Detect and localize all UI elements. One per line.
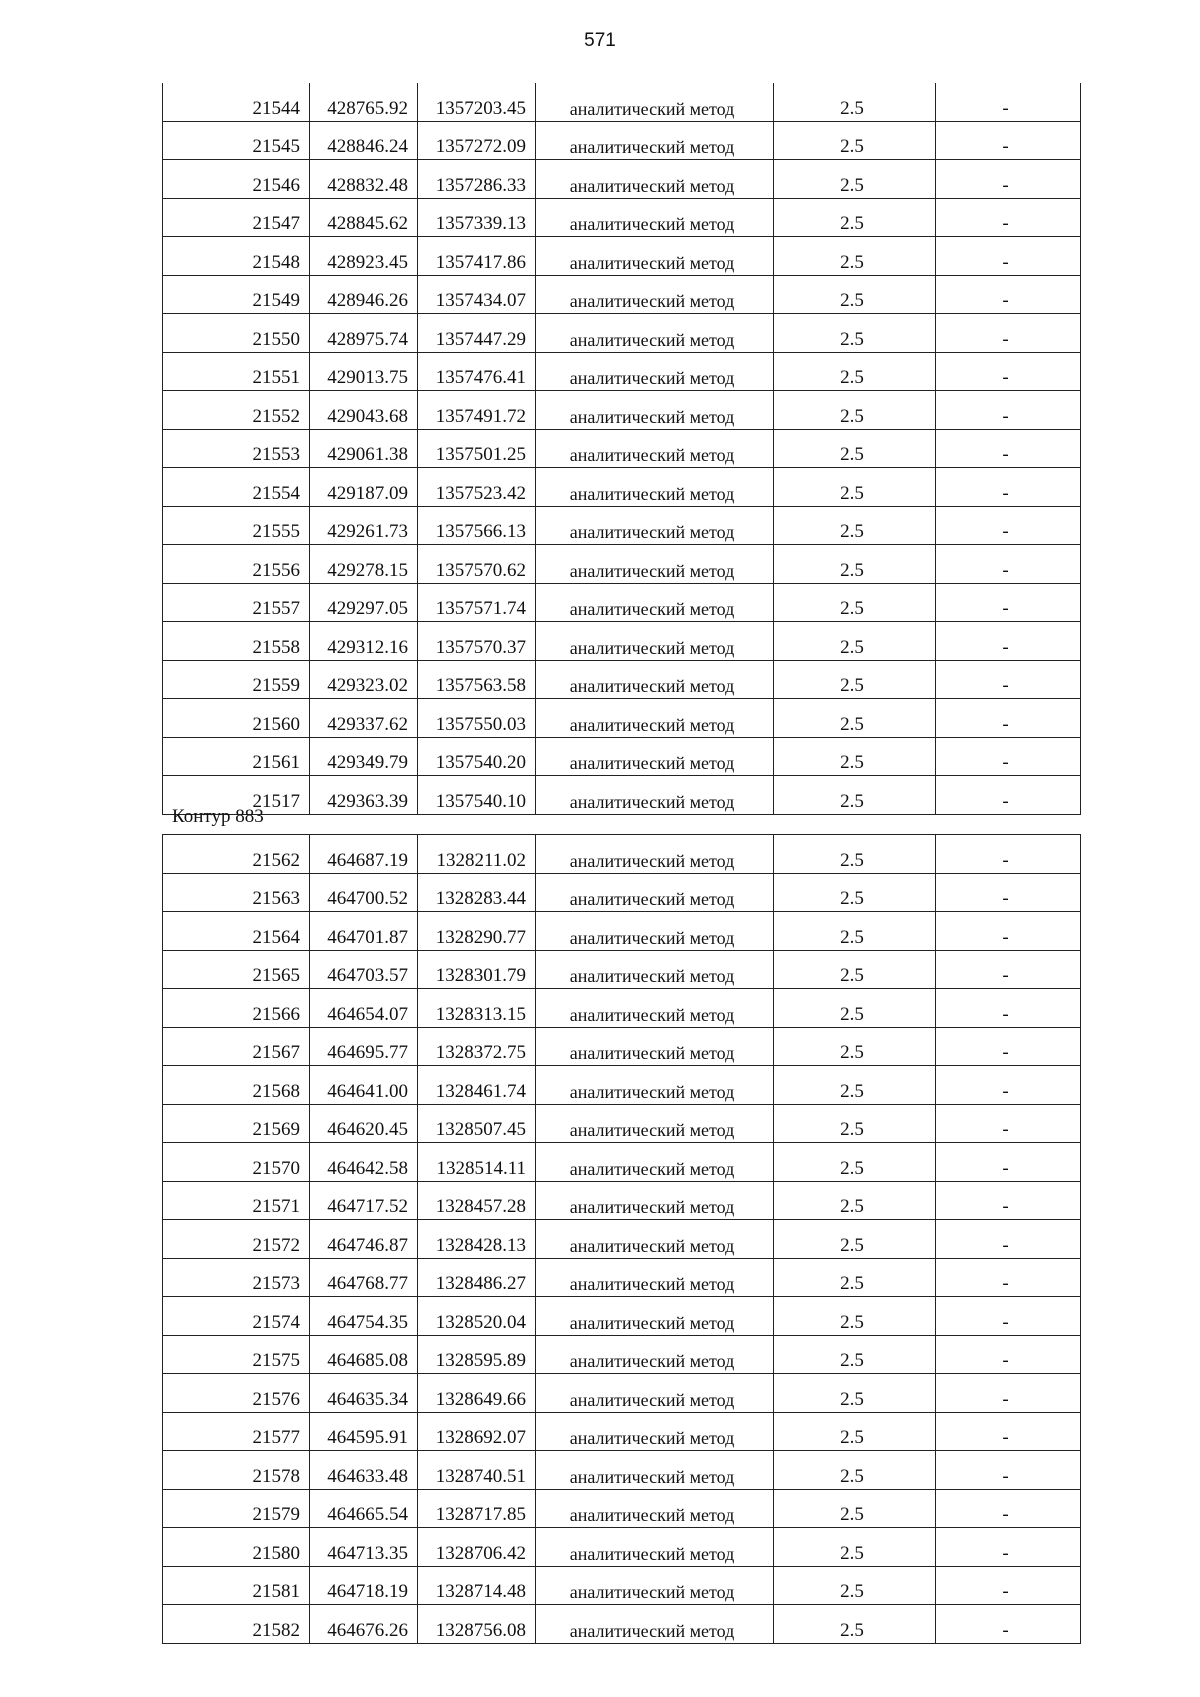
x-coordinate-cell: 464633.48 [310,1451,418,1490]
x-coordinate-cell: 464701.87 [310,912,418,951]
y-coordinate-cell: 1357339.13 [418,198,536,237]
note-cell: - [936,1258,1081,1297]
table-row [163,198,1081,237]
point-number-cell: 21579 [163,1489,310,1528]
point-number-cell: 21578 [163,1451,310,1490]
y-coordinate-cell: 1328595.89 [418,1335,536,1374]
x-coordinate-cell: 464703.57 [310,950,418,989]
x-coordinate-cell: 429337.62 [310,699,418,738]
note-cell: - [936,545,1081,584]
method-cell: аналитический метод [536,1181,774,1220]
method-cell: аналитический метод [536,989,774,1028]
table-row [163,873,1081,912]
table-body [163,83,1081,814]
table-row [163,1066,1081,1105]
method-cell: аналитический метод [536,275,774,314]
note-cell: - [936,989,1081,1028]
accuracy-cell: 2.5 [774,429,936,468]
accuracy-cell: 2.5 [774,1412,936,1451]
table-row [163,1566,1081,1605]
x-coordinate-cell: 428845.62 [310,198,418,237]
x-coordinate-cell: 464768.77 [310,1258,418,1297]
method-cell: аналитический метод [536,912,774,951]
accuracy-cell: 2.5 [774,121,936,160]
method-cell: аналитический метод [536,737,774,776]
accuracy-cell: 2.5 [774,352,936,391]
method-cell: аналитический метод [536,583,774,622]
accuracy-cell: 2.5 [774,314,936,353]
note-cell: - [936,198,1081,237]
point-number-cell: 21547 [163,198,310,237]
accuracy-cell: 2.5 [774,1258,936,1297]
accuracy-cell: 2.5 [774,950,936,989]
accuracy-cell: 2.5 [774,737,936,776]
point-number-cell: 21517 [163,776,310,815]
table-row [163,352,1081,391]
note-cell: - [936,873,1081,912]
x-coordinate-cell: 464717.52 [310,1181,418,1220]
method-cell: аналитический метод [536,429,774,468]
table-row [163,1528,1081,1567]
table-body [163,835,1081,1644]
y-coordinate-cell: 1357540.10 [418,776,536,815]
page-number: 571 [584,30,616,51]
note-cell: - [936,1605,1081,1644]
y-coordinate-cell: 1357491.72 [418,391,536,430]
coordinates-table-2 [162,834,1081,1644]
x-coordinate-cell: 429297.05 [310,583,418,622]
note-cell: - [936,275,1081,314]
y-coordinate-cell: 1328520.04 [418,1297,536,1336]
accuracy-cell: 2.5 [774,1181,936,1220]
method-cell: аналитический метод [536,776,774,815]
accuracy-cell: 2.5 [774,160,936,199]
y-coordinate-cell: 1328514.11 [418,1143,536,1182]
point-number-cell: 21573 [163,1258,310,1297]
accuracy-cell: 2.5 [774,835,936,874]
method-cell: аналитический метод [536,121,774,160]
point-number-cell: 21549 [163,275,310,314]
point-number-cell: 21569 [163,1104,310,1143]
note-cell: - [936,121,1081,160]
note-cell: - [936,1181,1081,1220]
table-row [163,1335,1081,1374]
point-number-cell: 21576 [163,1374,310,1413]
point-number-cell: 21561 [163,737,310,776]
note-cell: - [936,660,1081,699]
contour-label: Контур 883 [172,806,264,827]
accuracy-cell: 2.5 [774,1297,936,1336]
x-coordinate-cell: 428946.26 [310,275,418,314]
x-coordinate-cell: 428975.74 [310,314,418,353]
point-number-cell: 21555 [163,506,310,545]
y-coordinate-cell: 1328706.42 [418,1528,536,1567]
table-row [163,160,1081,199]
y-coordinate-cell: 1328756.08 [418,1605,536,1644]
x-coordinate-cell: 464695.77 [310,1027,418,1066]
method-cell: аналитический метод [536,1027,774,1066]
x-coordinate-cell: 429349.79 [310,737,418,776]
method-cell: аналитический метод [536,1528,774,1567]
point-number-cell: 21554 [163,468,310,507]
note-cell: - [936,912,1081,951]
y-coordinate-cell: 1328507.45 [418,1104,536,1143]
note-cell: - [936,622,1081,661]
table-row [163,121,1081,160]
y-coordinate-cell: 1328211.02 [418,835,536,874]
table-row [163,1451,1081,1490]
x-coordinate-cell: 464642.58 [310,1143,418,1182]
y-coordinate-cell: 1328283.44 [418,873,536,912]
note-cell: - [936,237,1081,276]
method-cell: аналитический метод [536,237,774,276]
method-cell: аналитический метод [536,1143,774,1182]
x-coordinate-cell: 464687.19 [310,835,418,874]
accuracy-cell: 2.5 [774,660,936,699]
note-cell: - [936,429,1081,468]
table-row [163,1605,1081,1644]
point-number-cell: 21551 [163,352,310,391]
note-cell: - [936,835,1081,874]
method-cell: аналитический метод [536,1104,774,1143]
table-row [163,314,1081,353]
point-number-cell: 21580 [163,1528,310,1567]
method-cell: аналитический метод [536,545,774,584]
method-cell: аналитический метод [536,622,774,661]
x-coordinate-cell: 464700.52 [310,873,418,912]
x-coordinate-cell: 464746.87 [310,1220,418,1259]
point-number-cell: 21546 [163,160,310,199]
accuracy-cell: 2.5 [774,583,936,622]
method-cell: аналитический метод [536,699,774,738]
table-row [163,737,1081,776]
table-row [163,1297,1081,1336]
y-coordinate-cell: 1357540.20 [418,737,536,776]
y-coordinate-cell: 1328301.79 [418,950,536,989]
table-row [163,989,1081,1028]
point-number-cell: 21559 [163,660,310,699]
method-cell: аналитический метод [536,873,774,912]
point-number-cell: 21567 [163,1027,310,1066]
x-coordinate-cell: 464713.35 [310,1528,418,1567]
x-coordinate-cell: 429013.75 [310,352,418,391]
note-cell: - [936,506,1081,545]
table-row [163,1143,1081,1182]
accuracy-cell: 2.5 [774,506,936,545]
y-coordinate-cell: 1357550.03 [418,699,536,738]
y-coordinate-cell: 1328457.28 [418,1181,536,1220]
y-coordinate-cell: 1328714.48 [418,1566,536,1605]
table-row [163,275,1081,314]
method-cell: аналитический метод [536,1297,774,1336]
x-coordinate-cell: 464641.00 [310,1066,418,1105]
note-cell: - [936,737,1081,776]
table-row [163,83,1081,121]
point-number-cell: 21545 [163,121,310,160]
method-cell: аналитический метод [536,391,774,430]
accuracy-cell: 2.5 [774,275,936,314]
note-cell: - [936,391,1081,430]
coordinates-table-1 [162,83,1081,815]
y-coordinate-cell: 1357286.33 [418,160,536,199]
table-row [163,835,1081,874]
method-cell: аналитический метод [536,660,774,699]
accuracy-cell: 2.5 [774,1605,936,1644]
table-row [163,622,1081,661]
table-row [163,391,1081,430]
x-coordinate-cell: 428765.92 [310,83,418,121]
y-coordinate-cell: 1357447.29 [418,314,536,353]
note-cell: - [936,160,1081,199]
point-number-cell: 21553 [163,429,310,468]
note-cell: - [936,1143,1081,1182]
x-coordinate-cell: 464665.54 [310,1489,418,1528]
accuracy-cell: 2.5 [774,545,936,584]
x-coordinate-cell: 429043.68 [310,391,418,430]
accuracy-cell: 2.5 [774,989,936,1028]
table-row [163,1181,1081,1220]
y-coordinate-cell: 1328740.51 [418,1451,536,1490]
method-cell: аналитический метод [536,950,774,989]
accuracy-cell: 2.5 [774,1489,936,1528]
note-cell: - [936,1528,1081,1567]
note-cell: - [936,1335,1081,1374]
y-coordinate-cell: 1357203.45 [418,83,536,121]
table-row [163,1412,1081,1451]
point-number-cell: 21548 [163,237,310,276]
y-coordinate-cell: 1328486.27 [418,1258,536,1297]
x-coordinate-cell: 429363.39 [310,776,418,815]
method-cell: аналитический метод [536,1066,774,1105]
y-coordinate-cell: 1357570.62 [418,545,536,584]
y-coordinate-cell: 1357417.86 [418,237,536,276]
y-coordinate-cell: 1357563.58 [418,660,536,699]
method-cell: аналитический метод [536,1220,774,1259]
note-cell: - [936,699,1081,738]
accuracy-cell: 2.5 [774,468,936,507]
table-row [163,776,1081,815]
y-coordinate-cell: 1328461.74 [418,1066,536,1105]
x-coordinate-cell: 464754.35 [310,1297,418,1336]
point-number-cell: 21557 [163,583,310,622]
x-coordinate-cell: 464718.19 [310,1566,418,1605]
method-cell: аналитический метод [536,1451,774,1490]
method-cell: аналитический метод [536,1566,774,1605]
y-coordinate-cell: 1328372.75 [418,1027,536,1066]
point-number-cell: 21570 [163,1143,310,1182]
method-cell: аналитический метод [536,1605,774,1644]
x-coordinate-cell: 429187.09 [310,468,418,507]
method-cell: аналитический метод [536,1374,774,1413]
method-cell: аналитический метод [536,1412,774,1451]
note-cell: - [936,352,1081,391]
table-row [163,950,1081,989]
method-cell: аналитический метод [536,506,774,545]
table-row [163,429,1081,468]
y-coordinate-cell: 1357501.25 [418,429,536,468]
accuracy-cell: 2.5 [774,1066,936,1105]
table-row [163,1374,1081,1413]
note-cell: - [936,583,1081,622]
table-row [163,237,1081,276]
note-cell: - [936,1066,1081,1105]
point-number-cell: 21564 [163,912,310,951]
accuracy-cell: 2.5 [774,391,936,430]
table-row [163,1220,1081,1259]
accuracy-cell: 2.5 [774,776,936,815]
point-number-cell: 21571 [163,1181,310,1220]
point-number-cell: 21572 [163,1220,310,1259]
method-cell: аналитический метод [536,352,774,391]
note-cell: - [936,1374,1081,1413]
table-row [163,545,1081,584]
table-row [163,1258,1081,1297]
x-coordinate-cell: 429312.16 [310,622,418,661]
table-row [163,468,1081,507]
note-cell: - [936,83,1081,121]
note-cell: - [936,1412,1081,1451]
accuracy-cell: 2.5 [774,873,936,912]
y-coordinate-cell: 1328649.66 [418,1374,536,1413]
note-cell: - [936,950,1081,989]
point-number-cell: 21552 [163,391,310,430]
accuracy-cell: 2.5 [774,1374,936,1413]
method-cell: аналитический метод [536,1335,774,1374]
method-cell: аналитический метод [536,1258,774,1297]
y-coordinate-cell: 1328692.07 [418,1412,536,1451]
note-cell: - [936,314,1081,353]
method-cell: аналитический метод [536,1489,774,1528]
table-row [163,699,1081,738]
x-coordinate-cell: 464685.08 [310,1335,418,1374]
accuracy-cell: 2.5 [774,622,936,661]
accuracy-cell: 2.5 [774,1027,936,1066]
accuracy-cell: 2.5 [774,1528,936,1567]
point-number-cell: 21582 [163,1605,310,1644]
y-coordinate-cell: 1357570.37 [418,622,536,661]
table-row [163,506,1081,545]
y-coordinate-cell: 1328717.85 [418,1489,536,1528]
point-number-cell: 21565 [163,950,310,989]
method-cell: аналитический метод [536,835,774,874]
note-cell: - [936,468,1081,507]
table-row [163,660,1081,699]
note-cell: - [936,1566,1081,1605]
method-cell: аналитический метод [536,314,774,353]
method-cell: аналитический метод [536,160,774,199]
point-number-cell: 21560 [163,699,310,738]
x-coordinate-cell: 464595.91 [310,1412,418,1451]
accuracy-cell: 2.5 [774,198,936,237]
point-number-cell: 21556 [163,545,310,584]
point-number-cell: 21550 [163,314,310,353]
note-cell: - [936,776,1081,815]
accuracy-cell: 2.5 [774,1104,936,1143]
x-coordinate-cell: 464654.07 [310,989,418,1028]
point-number-cell: 21577 [163,1412,310,1451]
method-cell: аналитический метод [536,198,774,237]
note-cell: - [936,1451,1081,1490]
table-row [163,1104,1081,1143]
method-cell: аналитический метод [536,468,774,507]
x-coordinate-cell: 464620.45 [310,1104,418,1143]
x-coordinate-cell: 429061.38 [310,429,418,468]
accuracy-cell: 2.5 [774,912,936,951]
point-number-cell: 21562 [163,835,310,874]
point-number-cell: 21575 [163,1335,310,1374]
y-coordinate-cell: 1357434.07 [418,275,536,314]
point-number-cell: 21566 [163,989,310,1028]
y-coordinate-cell: 1328428.13 [418,1220,536,1259]
y-coordinate-cell: 1328290.77 [418,912,536,951]
note-cell: - [936,1297,1081,1336]
point-number-cell: 21558 [163,622,310,661]
point-number-cell: 21563 [163,873,310,912]
accuracy-cell: 2.5 [774,1335,936,1374]
note-cell: - [936,1489,1081,1528]
method-cell: аналитический метод [536,83,774,121]
point-number-cell: 21544 [163,83,310,121]
accuracy-cell: 2.5 [774,1220,936,1259]
point-number-cell: 21568 [163,1066,310,1105]
accuracy-cell: 2.5 [774,1566,936,1605]
x-coordinate-cell: 429278.15 [310,545,418,584]
accuracy-cell: 2.5 [774,83,936,121]
y-coordinate-cell: 1357476.41 [418,352,536,391]
y-coordinate-cell: 1357523.42 [418,468,536,507]
table-row [163,912,1081,951]
accuracy-cell: 2.5 [774,1451,936,1490]
y-coordinate-cell: 1357571.74 [418,583,536,622]
x-coordinate-cell: 429323.02 [310,660,418,699]
x-coordinate-cell: 428923.45 [310,237,418,276]
table-row [163,583,1081,622]
accuracy-cell: 2.5 [774,237,936,276]
y-coordinate-cell: 1357566.13 [418,506,536,545]
point-number-cell: 21581 [163,1566,310,1605]
y-coordinate-cell: 1357272.09 [418,121,536,160]
y-coordinate-cell: 1328313.15 [418,989,536,1028]
note-cell: - [936,1220,1081,1259]
table-row [163,1027,1081,1066]
x-coordinate-cell: 428846.24 [310,121,418,160]
x-coordinate-cell: 429261.73 [310,506,418,545]
x-coordinate-cell: 464635.34 [310,1374,418,1413]
accuracy-cell: 2.5 [774,699,936,738]
x-coordinate-cell: 428832.48 [310,160,418,199]
note-cell: - [936,1027,1081,1066]
table-row [163,1489,1081,1528]
point-number-cell: 21574 [163,1297,310,1336]
note-cell: - [936,1104,1081,1143]
accuracy-cell: 2.5 [774,1143,936,1182]
x-coordinate-cell: 464676.26 [310,1605,418,1644]
